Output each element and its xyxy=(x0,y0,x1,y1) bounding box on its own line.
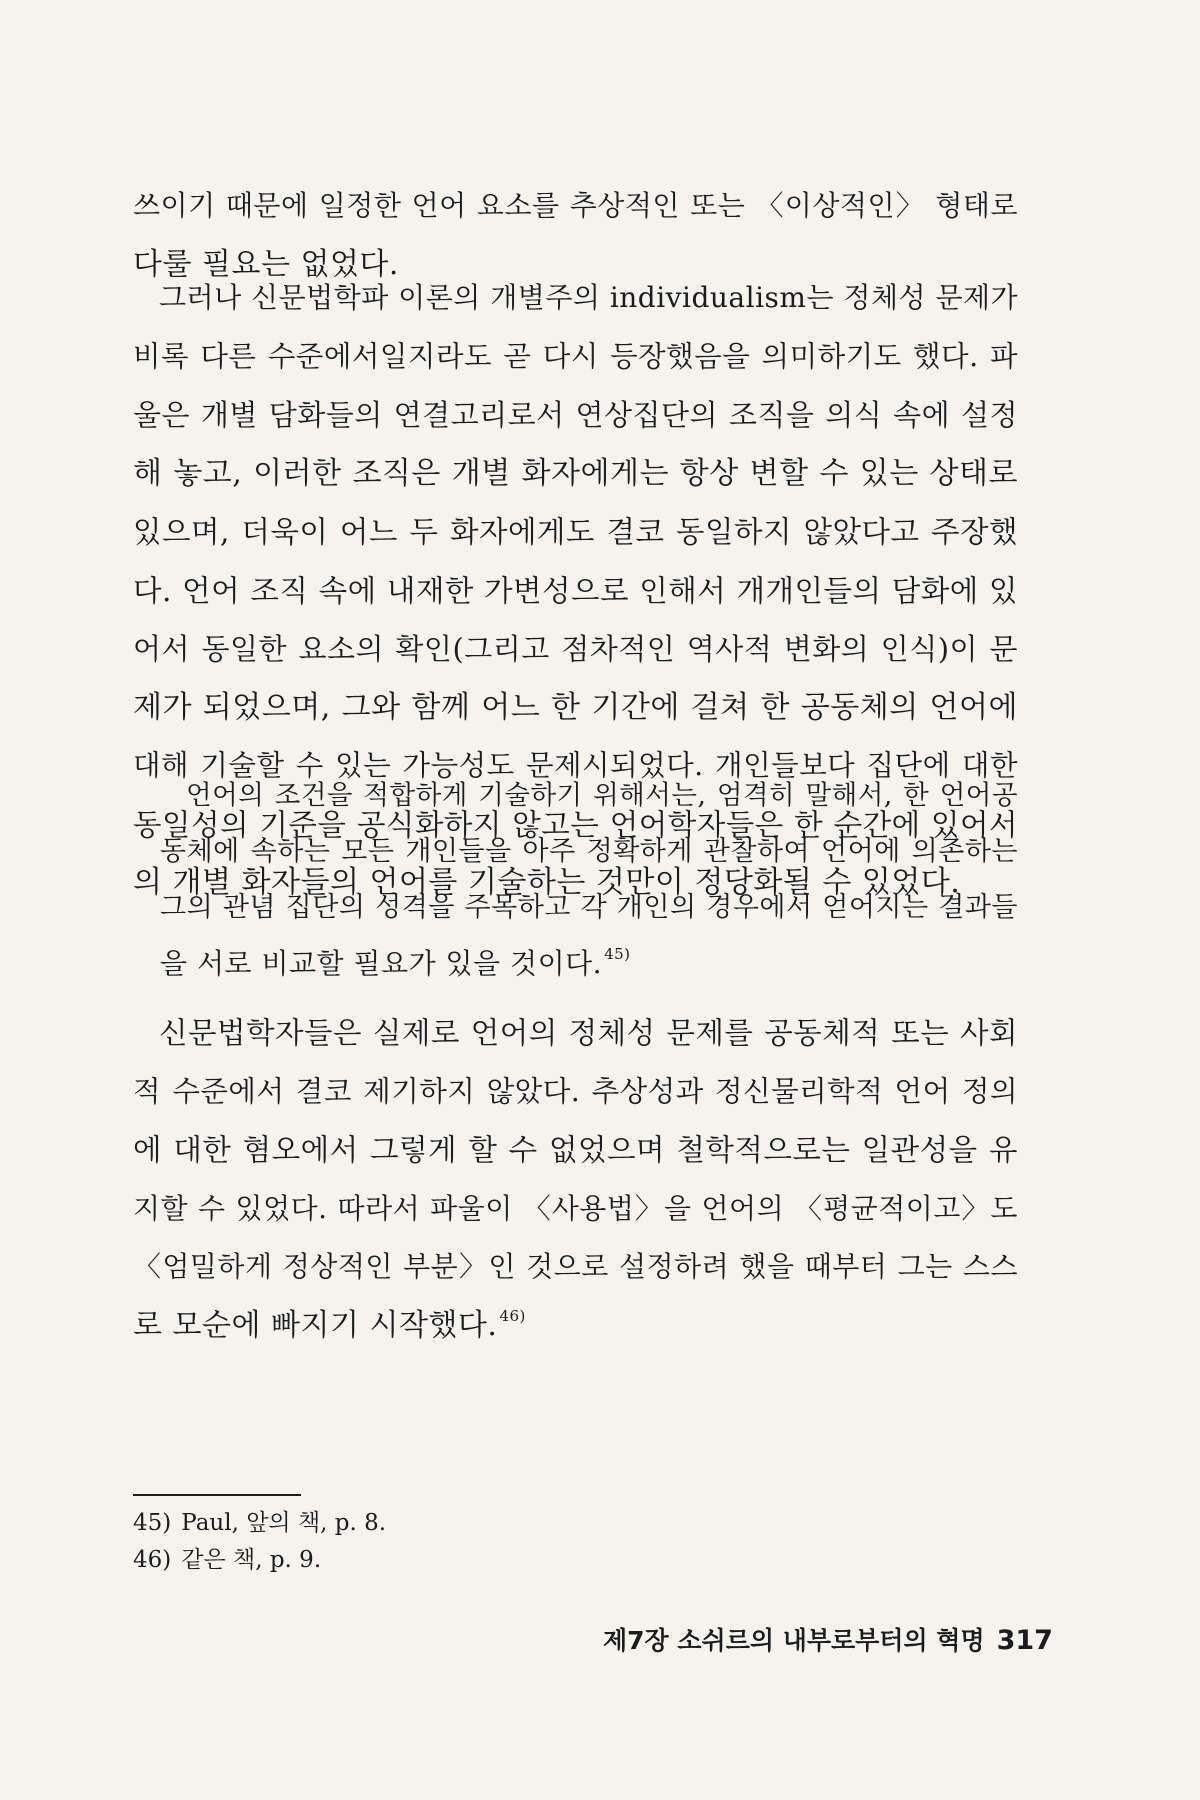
footnote-number: 45) xyxy=(133,1510,172,1536)
paragraph-neogrammarians-identity xyxy=(133,1004,1018,1355)
text-line: 제가 되었으며, 그와 함께 어느 한 기간에 걸쳐 한 공동체의 언어에 xyxy=(133,689,1018,725)
text-line: 다. 언어 조직 속에 내재한 가변성으로 인해서 개개인들의 담화에 있 xyxy=(133,573,1018,608)
text-line: 비록 다른 수준에서일지라도 곧 다시 등장했음을 의미하기도 했다. 파 xyxy=(133,339,1018,373)
text-line: 적 수준에서 결코 제기하지 않았다. 추상성과 정신물리학적 언어 정의 xyxy=(133,1074,1018,1108)
footnote-text: 같은 책, p. 9. xyxy=(181,1547,322,1573)
text-line xyxy=(133,1297,1018,1356)
text-line: 울은 개별 담화들의 연결고리로서 연상집단의 조직을 의식 속에 설정 xyxy=(133,398,1018,432)
text-line: 지할 수 있었다. 따라서 파울이 〈사용법〉을 언어의 〈평균적이고〉도 xyxy=(133,1191,1018,1225)
quote-line: 동체에 속하는 모든 개인들을 아주 정확하게 관찰하여 언어에 의존하는 xyxy=(160,836,1018,867)
chapter-title: 제7장 소쉬르의 내부로부터의 혁명 xyxy=(603,1626,985,1655)
footnote-reference[interactable]: 45) xyxy=(604,945,631,963)
page-number: 317 xyxy=(996,1625,1053,1656)
text-line: 대해 기술할 수 있는 가능성도 문제시되었다. 개인들보다 집단에 대한 xyxy=(133,749,1018,782)
text-line: 그러나 신문법학파 이론의 개별주의 individualism는 정체성 문제가 xyxy=(159,281,1019,314)
text-line: 있으며, 더욱이 어느 두 화자에게도 결코 동일하지 않았다고 주장했 xyxy=(133,515,1018,549)
text-line: 〈엄밀하게 정상적인 부분〉인 것으로 설정하려 했을 때부터 그는 스스 xyxy=(133,1250,1018,1283)
footnote-divider xyxy=(133,1494,301,1496)
text-line: 쓰이기 때문에 일정한 언어 요소를 추상적인 또는 〈이상적인〉 형태로 xyxy=(133,189,1018,222)
footnote-46 xyxy=(133,1545,321,1575)
text-line: 에 대한 혐오에서 그렇게 할 수 없었으며 철학적으로는 일관성을 유 xyxy=(133,1133,1018,1167)
text-line: 다룰 필요는 없었다. xyxy=(133,246,399,282)
block-quotation xyxy=(160,768,1018,992)
footnote-reference[interactable]: 46) xyxy=(499,1306,526,1325)
text-line: 해 놓고, 이러한 조직은 개별 화자에게는 항상 변할 수 있는 상태로 xyxy=(133,455,1018,491)
footnote-number: 46) xyxy=(133,1547,172,1573)
quote-line xyxy=(160,936,1018,992)
quote-line: 그의 관념 집단의 성격을 주목하고 각 개인의 경우에서 얻어지는 결과들 xyxy=(160,892,1018,923)
footnote-45 xyxy=(133,1508,386,1538)
text-line-text: 로 모순에 빠지기 시작했다. xyxy=(133,1307,498,1343)
running-footer xyxy=(603,1624,1053,1658)
quote-line: 언어의 조건을 적합하게 기술하기 위해서는, 엄격히 말해서, 한 언어공 xyxy=(186,780,1018,811)
text-line: 어서 동일한 요소의 확인(그리고 점차적인 역사적 변화의 인식)이 문 xyxy=(133,632,1018,666)
quote-line-text: 을 서로 비교할 필요가 있을 것이다. xyxy=(160,947,603,980)
text-line: 의 개별 화자들의 언어를 기술하는 것만이 정당화될 수 있었다. xyxy=(133,865,961,900)
footnote-text: Paul, 앞의 책, p. 8. xyxy=(181,1510,387,1536)
text-line: 동일성의 기준을 공식화하지 않고는 언어학자들은 한 순간에 있어서 xyxy=(133,807,1018,842)
text-line: 신문법학자들은 실제로 언어의 정체성 문제를 공동체적 또는 사회 xyxy=(159,1016,1018,1050)
